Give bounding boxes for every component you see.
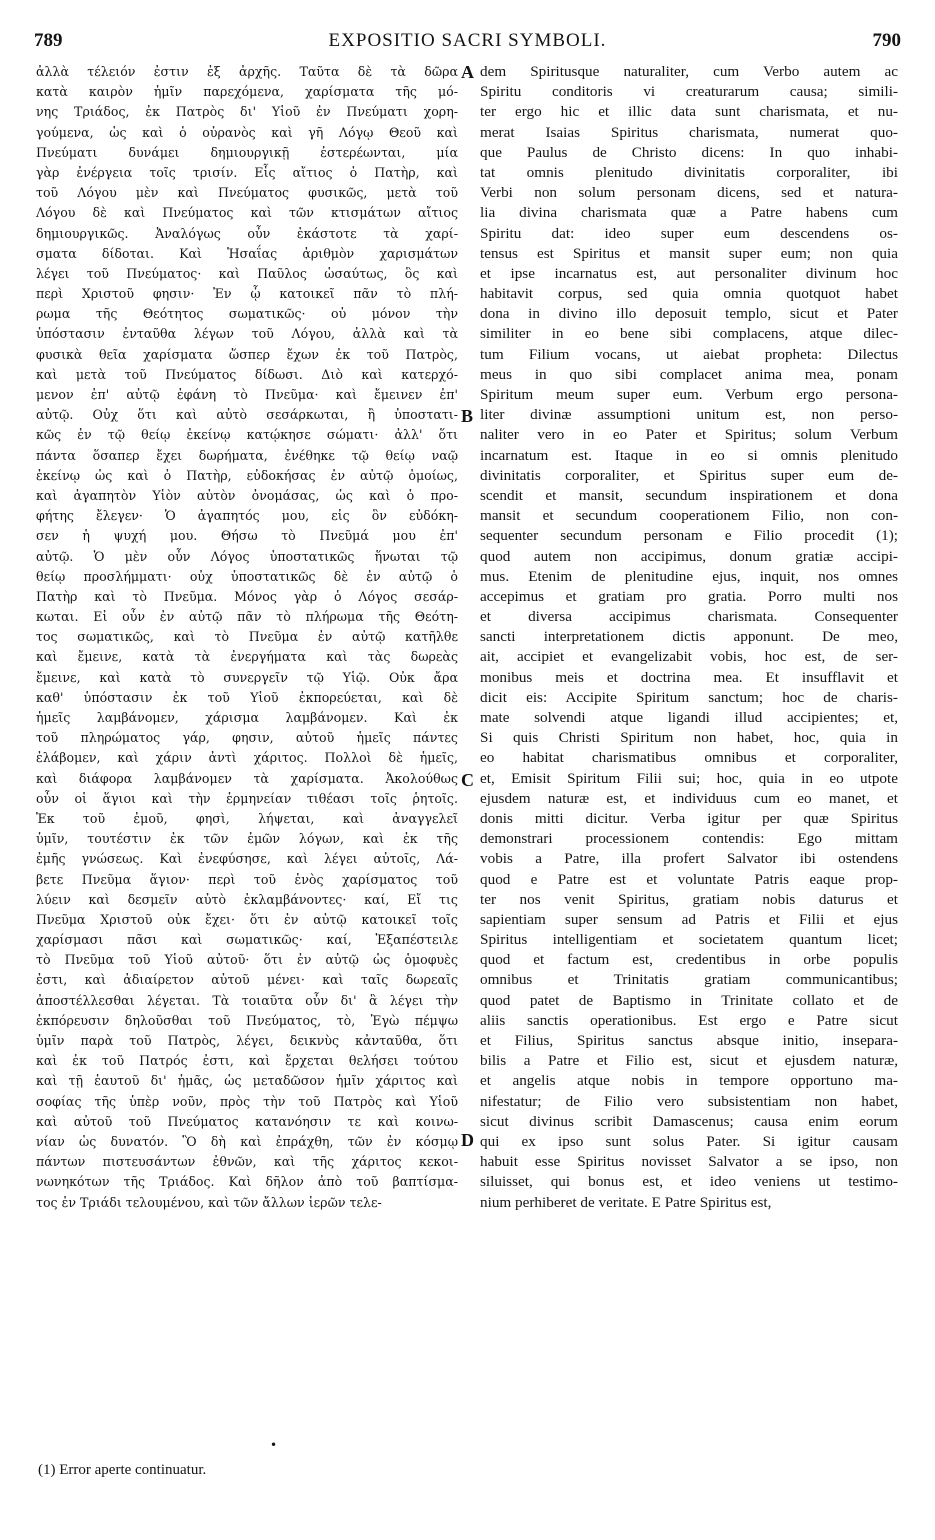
page-number-right: 790: [872, 30, 901, 51]
latin-text-line: quod autem non accipimus, donum gratiæ accipi-: [480, 547, 898, 565]
greek-text-line: καθ' ὑπόστασιν ἐκ τοῦ Υἱοῦ ἐκπορεύεται, καὶ δὲ: [36, 689, 458, 705]
latin-text-line: et angelis atque nobis in tempore opportuno ma-: [480, 1072, 898, 1090]
latin-text-line: merat Isaias Spiritus charismata, numerat quo-: [480, 123, 898, 141]
greek-text-line: Λόγου δὲ καὶ Πνεύματος καὶ τῶν κτισμάτων αἴτιος: [36, 205, 458, 221]
page-number-left: 789: [34, 30, 63, 51]
latin-text-line: vobis a Patre, illa profert Salvator ibi ostendens: [480, 850, 898, 868]
latin-text-line: accepimus et gratiam pro gratia. Porro multi nos: [480, 587, 898, 605]
latin-text-line: ter ergo hic et illic data sunt charismata, et nu-: [480, 103, 898, 121]
latin-text-line: mansit et secundum cooperationem Filio, non con-: [480, 507, 898, 525]
greek-text-line: πάντα ὅσαπερ ἔχει δωρήματα, ἐνέθηκε τῷ θείῳ ναῷ: [36, 447, 458, 463]
latin-text-line: similiter in eo bene sibi complacens, atque dilec-: [480, 325, 898, 343]
greek-text-line: ἐλάβομεν, καὶ χάριν ἀντὶ χάριτος. Πολλοὶ δὲ ἡμεῖς,: [36, 750, 458, 766]
latin-text-line: ejusdem naturæ est, et individuus cum eo manet, et: [480, 789, 898, 807]
greek-text-line: καὶ διάφορα λαμβάνομεν τὰ χαρίσματα. Ἀκολούθως: [36, 770, 458, 786]
latin-text-line: aliis sanctis operationibus. Est ergo e Patre sicut: [480, 1011, 898, 1029]
greek-text-line: λέγει τοῦ Πνεύματος· καὶ Παῦλος ὡσαύτως, ὃς καὶ: [36, 265, 458, 281]
greek-text-line: ἐστι, καὶ ἀδιαίρετον αὐτοῦ μένει· καὶ ταῖς δωρεαῖς: [36, 972, 458, 988]
latin-text-line: sequenter secundum personam e Filio procedit (1);: [480, 527, 898, 545]
greek-text-line: ἐκείνῳ ὡς καὶ ὁ Πατὴρ, εὐδοκήσας ἐν αὐτῷ ὁμοίως,: [36, 467, 458, 483]
latin-text-line: Spiritu conditoris vi creaturarum causa; simili-: [480, 83, 898, 101]
greek-text-line: γὰρ ἐνέργεια τοῖς τρισίν. Εἷς αἴτιος ὁ Πατὴρ, καὶ: [36, 164, 458, 180]
page-title: EXPOSITIO SACRI SYMBOLI.: [328, 30, 607, 51]
latin-text-line: siluisset, qui bonus est, et ideo veniens ut testimo-: [480, 1173, 898, 1191]
latin-text-line: qui ex ipso sunt solus Pater. Si igitur causam: [480, 1132, 898, 1150]
greek-text-line: καὶ τῇ ἑαυτοῦ δι' ἡμᾶς, ὡς μεταδῶσον ἡμῖν χάριτος καὶ: [36, 1073, 458, 1089]
latin-text-line: Spiritum meum super eum. Verbum ergo persona-: [480, 386, 898, 403]
greek-text-line: σματα δίδοται. Καὶ Ἡσαΐας ἀριθμὸν χαρισμάτων: [36, 245, 458, 261]
greek-text-line: αὐτῷ. Οὐχ ὅτι καὶ αὐτὸ σεσάρκωται, ἢ ὑποστατι-: [36, 407, 458, 423]
greek-text-line: Πατὴρ καὶ τὸ Πνεῦμα. Μόνος γὰρ ὁ Λόγος σεσάρ-: [36, 588, 458, 604]
latin-text-line: tensus est Spiritus et mansit super eum; non quia: [480, 244, 898, 262]
greek-text-line: Πνεύματι δυνάμει δημιουργικῇ ἐστερέωνται, μία: [36, 144, 458, 160]
greek-text-line: ρωμα τῆς Θεότητος σωματικῶς· οὐ μόνον τὴν: [36, 306, 458, 322]
latin-text-line: divinitatis corporaliter, et Spiritus super eum de-: [480, 466, 898, 484]
greek-text-line: φυσικὰ θεῖα χαρίσματα ὥσπερ ἔχων ἐκ τοῦ Πατρὸς,: [36, 346, 458, 362]
latin-text-line: Spiritu dat: ideo super eum descendens os-: [480, 224, 898, 242]
latin-text-line: et, Emisit Spiritum Filii sui; hoc, quia in eo utpote: [480, 769, 898, 787]
greek-text-line: λύειν καὶ δεσμεῖν αὐτὸ ἐκλαμβάνοντες· καί, Εἴ τις: [36, 891, 458, 907]
greek-text-line: ὑμῖν, τουτέστιν ἐκ τῶν ἐμῶν λόγων, καὶ ἐκ τῆς: [36, 831, 458, 847]
latin-text-line: quod e Patre est et voluntate Patris eaque prop-: [480, 870, 898, 888]
latin-text-line: ter nos venit Spiritus, gratiam nobis daturus et: [480, 890, 898, 908]
footnote-separator: •: [270, 1438, 278, 1452]
footnote: (1) Error aperte continuatur.: [38, 1462, 207, 1478]
latin-text-line: sapientiam super sensum ad Patris et Filii et ejus: [480, 910, 898, 928]
latin-text-line: incarnatum est. Itaque in eo si omnis plenitudo: [480, 446, 898, 464]
section-marker-c: C: [461, 770, 474, 790]
page-header: [34, 30, 901, 60]
latin-text-line: meus in quo sibi complacet anima mea, ponam: [480, 365, 898, 383]
latin-text-line: scendit et mansit, secundum inspirationem et dona: [480, 486, 898, 504]
latin-text-line: et Filius, Spiritus sanctus absque initio, insepara-: [480, 1032, 898, 1049]
section-marker-b: B: [461, 406, 474, 426]
greek-text-line: δημιουργικῶς. Ἀναλόγως οὖν ἑκάστοτε τὰ χαρί-: [36, 225, 458, 241]
latin-text-line: Si quis Christi Spiritum non habet, hoc, quia in: [480, 729, 898, 747]
greek-text-line: γούμενα, ὡς καὶ ὁ οὐρανὸς καὶ γῆ Λόγῳ Θεοῦ καὶ: [36, 124, 458, 140]
latin-text-line: tat omnis plenitudo divinitatis corporaliter, ibi: [480, 163, 898, 181]
greek-text-line: θείῳ προσλήμματι· οὐχ ὑποστατικῶς δὲ ἐν αὐτῷ ὁ: [36, 568, 458, 584]
greek-text-line: κωται. Εἰ οὖν ἐν αὐτῷ πᾶν τὸ πλήρωμα τῆς Θεότη-: [36, 609, 458, 625]
latin-text-line: naliter vero in eo Pater et Spiritus; solum Verbum: [480, 426, 898, 444]
greek-text-line: νωνηκότων τῆς Τριάδος. Καὶ δῆλον ἀπὸ τοῦ βαπτίσμα-: [36, 1174, 458, 1190]
greek-text-line: σοφίας τῆς ὑπὲρ νοῦν, πρὸς τὴν τοῦ Πατρὸς καὶ Υἱοῦ: [36, 1093, 458, 1109]
greek-text-line: Πνεῦμα Χριστοῦ οὐκ ἔχει· ὅτι ἐν αὐτῷ κατοικεῖ τοῖς: [36, 911, 458, 927]
greek-text-line: κῶς ἐν τῷ θείῳ ἐκείνῳ κατῴκησε σώματι· ἀλλ' ὅτι: [36, 427, 458, 443]
latin-text-line: nifestatur; de Filio vero subsistentiam non habet,: [480, 1092, 898, 1110]
greek-text-line: ἡμεῖς λαμβάνομεν, χάρισμα λαμβάνομεν. Καὶ ἐκ: [36, 710, 458, 725]
greek-text-line: τοῦ Λόγου μὲν καὶ Πνεύματος φυσικῶς, μετὰ τοῦ: [36, 185, 458, 201]
greek-text-line: ἀποστέλλεσθαι λέγεται. Τὰ τοιαῦτα οὖν δι' ἃ λέγει τὴν: [36, 992, 458, 1008]
latin-text-line: liter divinæ assumptioni unitum est, non perso-: [480, 406, 898, 424]
latin-text-line: lia divina charismata quæ a Patre habens cum: [480, 204, 898, 222]
latin-text-line: monibus meis et doctrina mea. Et insufflavit et: [480, 668, 898, 686]
latin-text-line: habuit esse Spiritus novisset Salvator a se ipso, non: [480, 1153, 898, 1171]
latin-text-line: tum Filium vocans, ut aiebat propheta: Dilectus: [480, 345, 898, 363]
greek-text-line: πάντων πιστευσάντων ἐθνῶν, καὶ τῆς χάριτος κεκοι-: [36, 1154, 458, 1170]
greek-text-line: οὖν οἱ ἅγιοι καὶ τὴν ἑρμηνείαν τιθέασι τοῖς ῥητοῖς.: [36, 790, 458, 806]
greek-text-line: Ἐκ τοῦ ἐμοῦ, φησὶ, λήψεται, καὶ ἀναγγελεῖ: [36, 810, 458, 826]
greek-text-line: ὑπόστασιν ἐνταῦθα λέγων τοῦ Λόγου, ἀλλὰ καὶ τὰ: [36, 326, 458, 342]
latin-text-line: dicit eis: Accipite Spiritum sanctum; hoc de charis-: [480, 688, 898, 706]
latin-text-line: dem Spiritusque naturaliter, cum Verbo autem ac: [480, 63, 898, 80]
greek-text-line: ἐμῆς γνώσεως. Καὶ ἐνεφύσησε, καὶ λέγει αὐτοῖς, Λά-: [36, 851, 458, 867]
latin-text-line: mus. Etenim de plenitudine ejus, inquit, nos omnes: [480, 567, 898, 585]
greek-text-line: καὶ ἐκ τοῦ Πατρός ἐστι, καὶ ἔρχεται θελήσει τούτου: [36, 1053, 458, 1069]
latin-text-line: sancti interpretationem dictis apponunt. De meo,: [480, 628, 898, 646]
latin-text-line: bilis a Patre et Filio est, sicut et ejusdem naturæ,: [480, 1052, 898, 1070]
greek-text-line: τος σωματικῶς, καὶ τὸ Πνεῦμα ἐν αὐτῷ κατῆλθε: [36, 629, 458, 645]
latin-text-line: Verbi non solum personam dicens, sed et natura-: [480, 184, 898, 202]
latin-text-line: Spiritus intelligentiam et societatem quantum licet;: [480, 931, 898, 949]
latin-text-line: quod et factum est, credentibus in orbe populis: [480, 951, 898, 969]
greek-text-line: αὐτῷ. Ὁ μὲν οὖν Λόγος ὑποστατικῶς ἥνωται τῷ: [36, 548, 458, 564]
greek-text-line: τος ἐν Τριάδι τελουμένου, καὶ τῶν ἄλλων ἱερῶν τελε-: [36, 1194, 382, 1210]
greek-text-line: νίαν ὡς δυνατόν. Ὃ δὴ καὶ ἐπράχθη, τῶν ἐν κόσμῳ: [36, 1133, 458, 1149]
greek-column: [36, 62, 458, 1213]
greek-text-line: φήτης ἔλεγεν· Ὁ ἀγαπητός μου, εἰς ὃν εὐδόκη-: [36, 508, 458, 524]
latin-text-line: ait, accipiet et evangelizabit vobis, hoc est, de ser-: [480, 648, 898, 666]
greek-text-line: καὶ αὐτοῦ τοῦ Πνεύματος κατανόησιν τε καὶ κοινω-: [36, 1113, 458, 1129]
greek-text-line: περὶ Χριστοῦ φησιν· Ἐν ᾧ κατοικεῖ πᾶν τὸ πλή-: [36, 286, 458, 302]
latin-text-line: donis mitti dicitur. Verba igitur per quæ Spiritus: [480, 809, 898, 827]
greek-text-line: τὸ Πνεῦμα τοῦ Υἱοῦ αὐτοῦ· ὅτι ἐν αὐτῷ ὡς ὁμοφυὲς: [36, 952, 458, 968]
latin-text-line: demonstrari processionem contendis: Ego mittam: [480, 830, 898, 848]
latin-text-line: eo habitat charismatibus omnibus et corporaliter,: [480, 749, 898, 767]
greek-text-line: τοῦ πληρώματος γάρ, φησιν, αὐτοῦ ἡμεῖς πάντες: [36, 730, 458, 746]
latin-text-line: et ipse incarnatus est, aut personaliter divinum hoc: [480, 264, 898, 282]
latin-text-line: et diversa accipimus charismata. Consequenter: [480, 608, 898, 626]
latin-text-line: habitavit corpus, sed quia omnia quotquot habet: [480, 285, 898, 303]
greek-text-line: καὶ μετὰ τοῦ Πνεύματος δίδωσι. Διὸ καὶ κατερχό-: [36, 366, 458, 382]
latin-text-line: nium perhiberet de veritate. E Patre Spiritus est,: [480, 1193, 772, 1211]
latin-text-line: omnibus et Trinitatis gratiam communicantibus;: [480, 971, 898, 989]
greek-text-line: καὶ ἔμεινε, κατὰ τὰ ἐνεργήματα καὶ τὰς δωρεὰς: [36, 649, 458, 665]
latin-text-line: quod patet de Baptismo in Trinitate collato et de: [480, 991, 898, 1009]
greek-text-line: ἔμεινε, καὶ κατὰ τὸ συνεργεῖν τῷ Υἱῷ. Οὐκ ἄρα: [36, 669, 458, 685]
greek-text-line: καὶ ἀγαπητὸν Υἱὸν αὐτὸν ὀνομάσας, ὡς καὶ ὁ προ-: [36, 487, 458, 503]
greek-text-line: ἐκπόρευσιν δηλοῦσθαι τοῦ Πνεύματος, τὸ, Ἐγὼ πέμψω: [36, 1012, 458, 1028]
greek-text-line: σεν ἡ ψυχή μου. Θήσω τὸ Πνεῦμά μου ἐπ': [36, 528, 458, 544]
greek-text-line: ἀλλὰ τέλειόν ἐστιν ἐξ ἀρχῆς. Ταῦτα δὲ τὰ δῶρα: [36, 64, 458, 79]
section-marker-a: A: [461, 62, 474, 82]
greek-text-line: κατὰ καιρὸν ἡμῖν παρεχόμενα, χαρίσματα τῆς μό-: [36, 84, 458, 100]
section-marker-d: D: [461, 1130, 474, 1150]
greek-text-line: βετε Πνεῦμα ἅγιον· περὶ τοῦ ἑνὸς χαρίσματος τοῦ: [36, 871, 458, 887]
latin-text-line: que Paulus de Christo dicens: In quo inhabi-: [480, 143, 898, 161]
greek-text-line: ὑμῖν παρὰ τοῦ Πατρὸς, λέγει, δεικνὺς κἀνταῦθα, ὅτι: [36, 1033, 458, 1048]
greek-text-line: μενον ἐπ' αὐτῷ ἐφάνη τὸ Πνεῦμα· καὶ ἔμεινεν ἐπ': [36, 387, 458, 402]
latin-column: [480, 62, 898, 1213]
latin-text-line: sicut divinus scribit Damascenus; causa enim eorum: [480, 1112, 898, 1130]
greek-text-line: νης Τριάδος, ἐκ Πατρὸς δι' Υἱοῦ ἐν Πνεύματι χορη-: [36, 104, 458, 120]
latin-text-line: mate solvendi atque ligandi illud accipientes; et,: [480, 709, 898, 726]
greek-text-line: χαρίσμασι πᾶσι καὶ σωματικῶς· καί, Ἐξαπέστειλε: [36, 932, 458, 948]
latin-text-line: dona in divino illo deposuit templo, sicut et Pater: [480, 305, 898, 323]
